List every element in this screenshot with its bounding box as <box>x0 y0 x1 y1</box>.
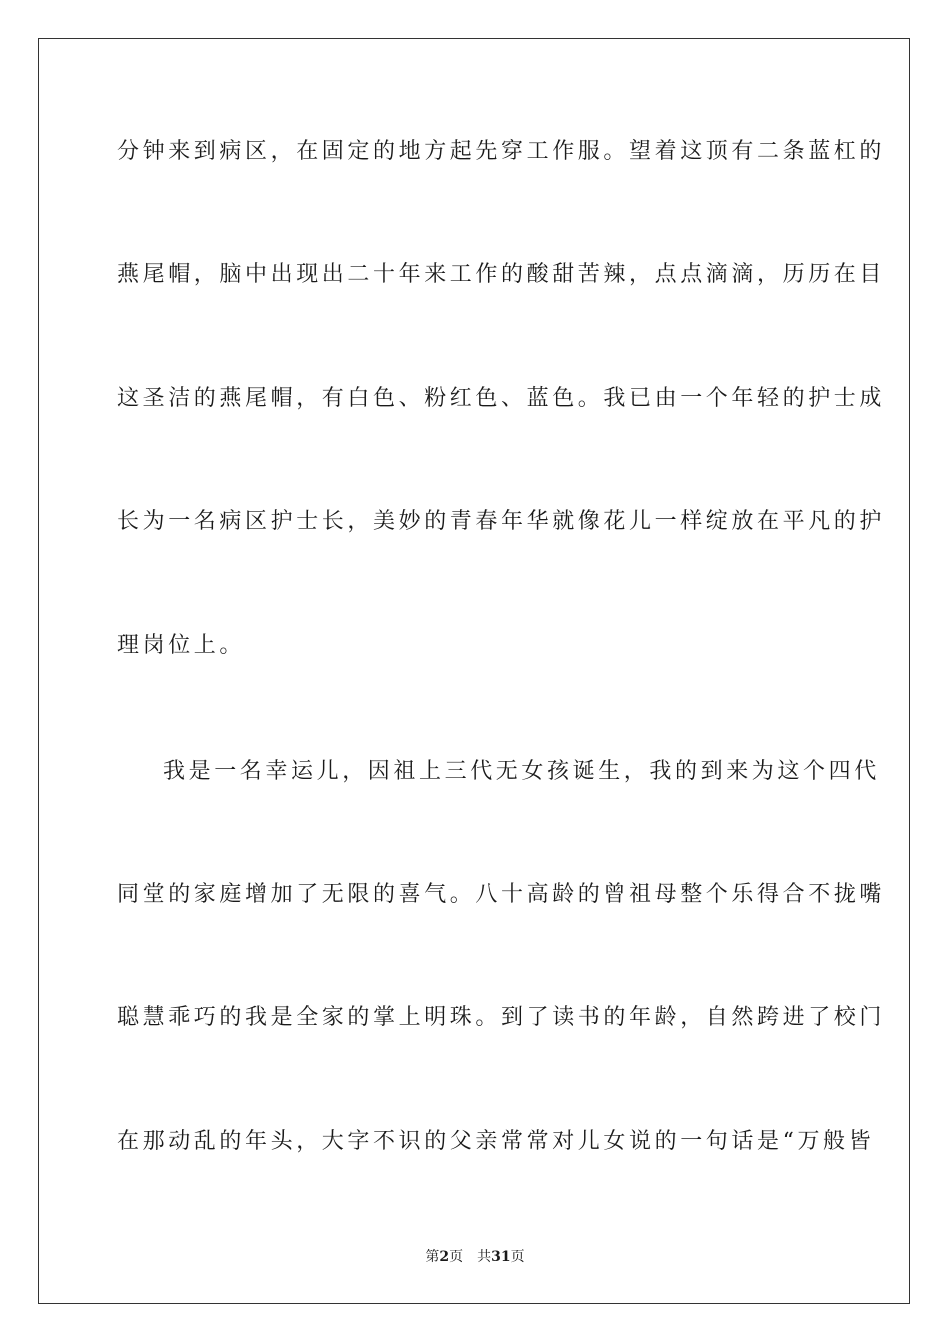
page-number-label: 第2页 <box>425 1249 464 1265</box>
body-text-line: 理岗位上。 <box>117 633 246 658</box>
body-text-line: 在那动乱的年头，大字不识的父亲常常对儿女说的一句话是“万般皆 <box>117 1129 875 1154</box>
page-number: 2 <box>439 1249 450 1265</box>
body-text-line: 长为一名病区护士长，美妙的青春年华就像花儿一样绽放在平凡的护 <box>117 509 886 534</box>
body-text-line: 这圣洁的燕尾帽，有白色、粉红色、蓝色。我已由一个年轻的护士成 <box>117 386 886 411</box>
body-text-line: 聪慧乖巧的我是全家的掌上明珠。到了读书的年龄，自然跨进了校门 <box>117 1005 886 1030</box>
paragraph-first-line: 我是一名幸运儿，因祖上三代无女孩诞生，我的到来为这个四代 <box>163 759 880 784</box>
body-text-line: 燕尾帽，脑中出现出二十年来工作的酸甜苦辣，点点滴滴，历历在目 <box>117 262 886 287</box>
body-text-line: 同堂的家庭增加了无限的喜气。八十高龄的曾祖母整个乐得合不拢嘴 <box>117 882 886 907</box>
page-border <box>38 38 910 1304</box>
total-pages: 31 <box>491 1249 511 1265</box>
total-pages-label: 共31页 <box>477 1249 525 1265</box>
body-text-line: 分钟来到病区，在固定的地方起先穿工作服。望着这顶有二条蓝杠的 <box>117 139 886 164</box>
page-footer <box>0 1248 950 1266</box>
